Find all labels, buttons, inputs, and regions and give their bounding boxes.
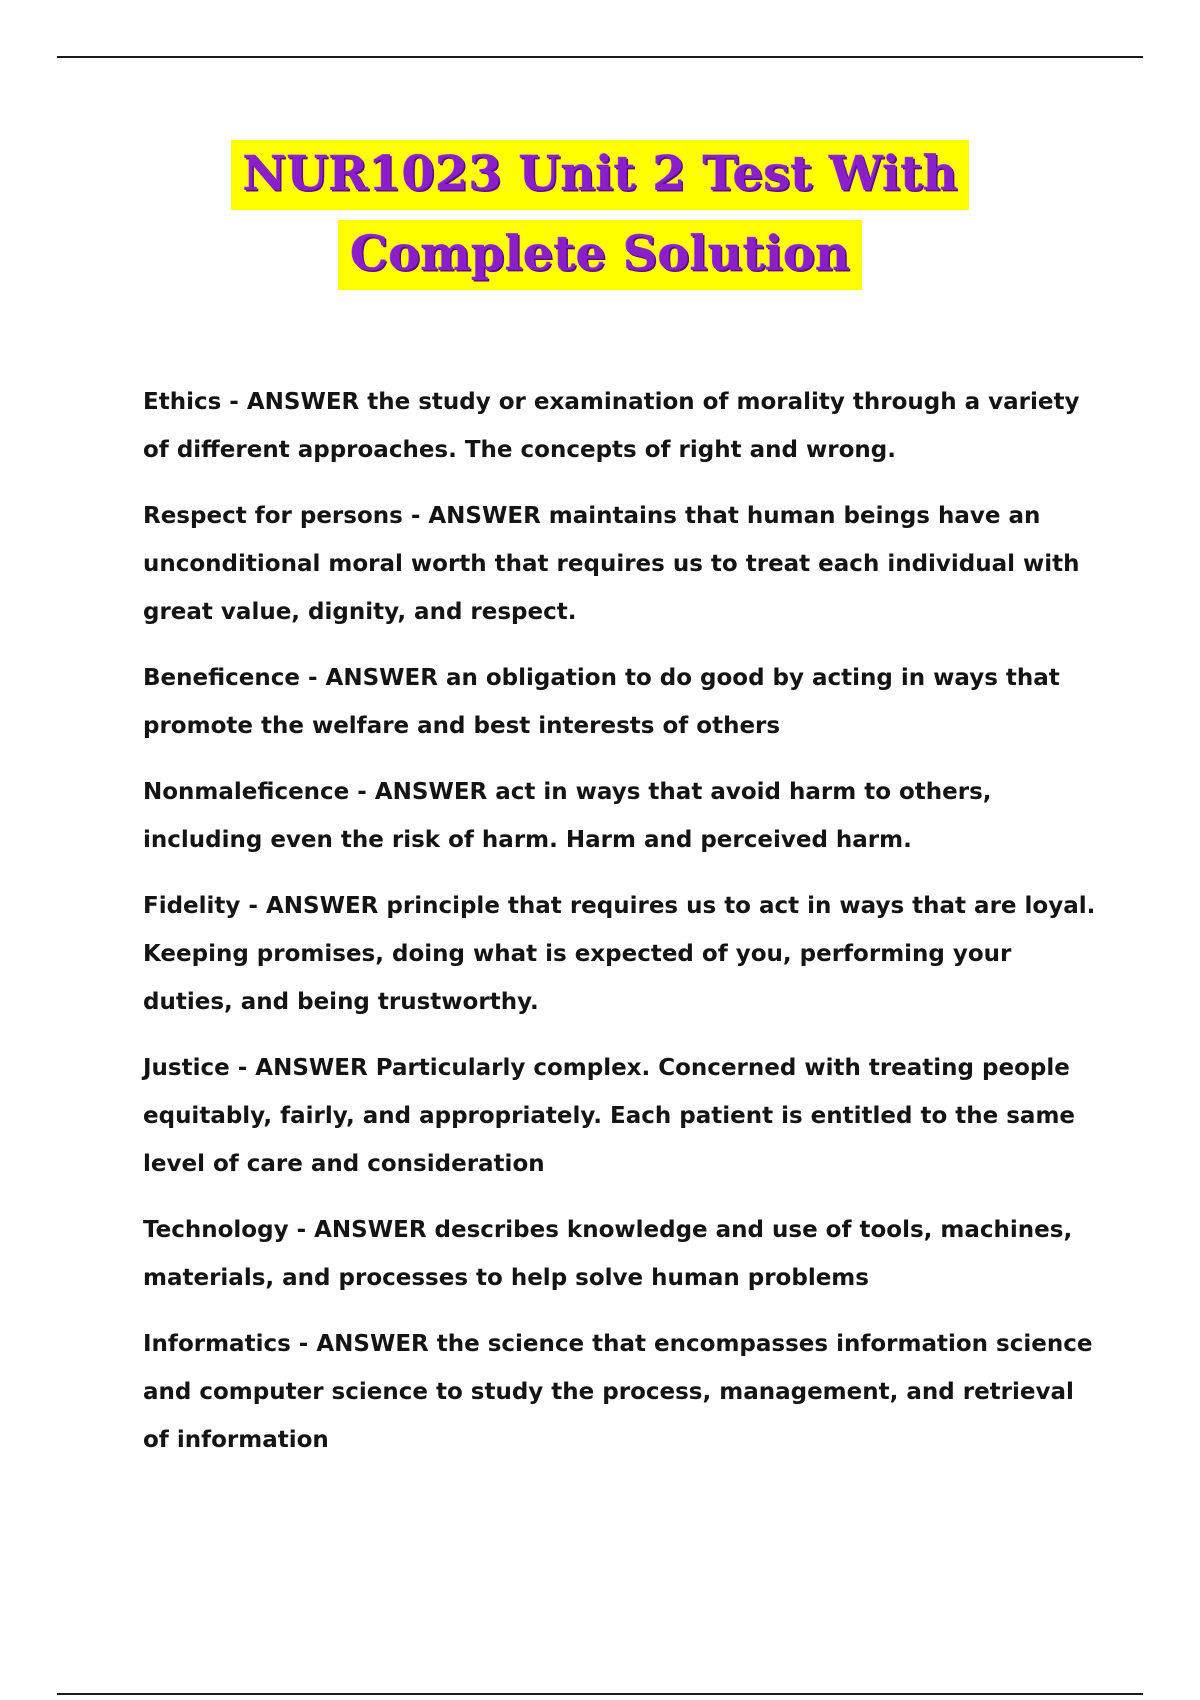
header-rule xyxy=(57,56,1143,58)
qa-entry-fidelity: Fidelity - ANSWER principle that requires us to act in ways that are loyal. Keeping promises, doing what is expected of you, performing your duties, and being trustworthy. xyxy=(143,893,1096,1015)
qa-entry-beneficence: Beneficence - ANSWER an obligation to do good by acting in ways that promote the welfare and best interests of others xyxy=(143,665,1060,739)
page-title-line-2: Complete Solution xyxy=(338,220,862,290)
qa-entry-nonmaleficence: Nonmaleficence - ANSWER act in ways that avoid harm to others, including even the risk of harm. Harm and perceived harm. xyxy=(143,779,992,853)
qa-entry-ethics: Ethics - ANSWER the study or examination of morality through a variety of different approaches. The concepts of right and wrong. xyxy=(143,389,1080,463)
qa-entry-justice: Justice - ANSWER Particularly complex. Concerned with treating people equitably, fairly, and appropriately. Each patient is entitled to the same level of care and consideration xyxy=(143,1055,1076,1177)
title-block xyxy=(0,140,1200,290)
qa-entry-respect-for-persons: Respect for persons - ANSWER maintains that human beings have an unconditional moral worth that requires us to treat each individual with great value, dignity, and respect. xyxy=(143,503,1080,625)
qa-entry-informatics: Informatics - ANSWER the science that encompasses information science and computer science to study the process, management, and retrieval of information xyxy=(143,1331,1093,1453)
footer-rule xyxy=(57,1693,1143,1695)
qa-list xyxy=(143,378,1103,1482)
qa-entry-technology: Technology - ANSWER describes knowledge and use of tools, machines, materials, and processes to help solve human problems xyxy=(143,1217,1073,1291)
page-title-line-1: NUR1023 Unit 2 Test With xyxy=(231,140,970,210)
